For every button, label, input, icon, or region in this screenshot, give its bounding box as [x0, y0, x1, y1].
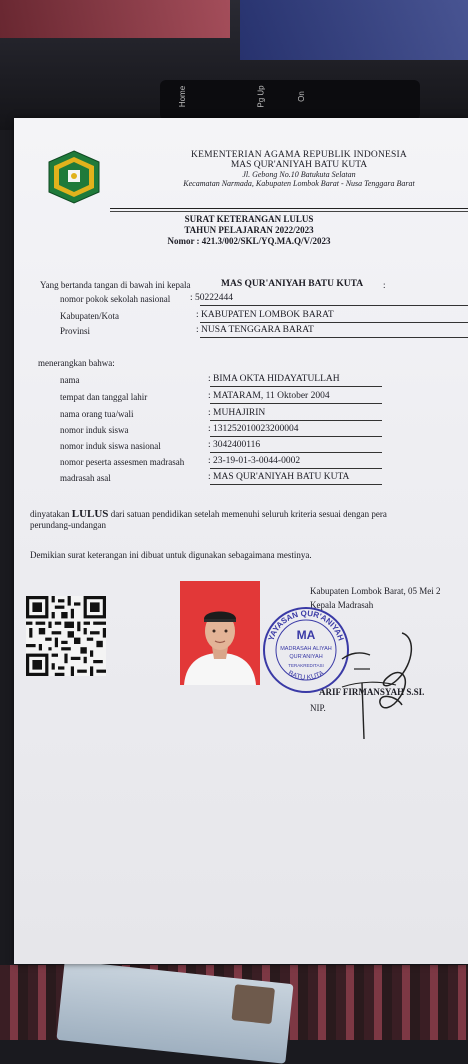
student-info-underline [210, 403, 382, 404]
signature-place-date: Kabupaten Lombok Barat, 05 Mei 2 [310, 586, 441, 596]
device-label-on: On [296, 91, 306, 102]
student-info-label: nama orang tua/wali [60, 409, 134, 419]
student-info-label: nama [60, 375, 80, 385]
intro-school: MAS QUR'ANIYAH BATU KUTA [221, 279, 364, 289]
school-info-underline [200, 305, 468, 306]
student-info-label: tempat dan tanggal lahir [60, 392, 148, 402]
student-info-value: : BIMA OKTA HIDAYATULLAH [208, 374, 340, 384]
student-info-underline [210, 420, 382, 421]
student-info-value: : 131252010023200004 [208, 424, 299, 434]
declaration-text: dari satuan pendidikan setelah memenuhi seluruh kriteria sesuai dengan pera [110, 509, 387, 519]
school-district: Kecamatan Narmada, Kabupaten Lombok Barat - Nusa Tenggara Barat [183, 179, 415, 188]
school-name: MAS QUR'ANIYAH BATU KUTA [230, 160, 368, 170]
school-info-value: : NUSA TENGGARA BARAT [196, 325, 314, 335]
student-info-value: : MAS QUR'ANIYAH BATU KUTA [208, 472, 350, 482]
signature-position: Kepala Madrasah [310, 600, 374, 610]
student-info-value: : 23-19-01-3-0044-0002 [208, 456, 301, 466]
background-blue-object [240, 0, 468, 60]
signature-nip: NIP. [310, 703, 326, 713]
school-info-value: : KABUPATEN LOMBOK BARAT [196, 310, 334, 320]
student-photo [180, 581, 260, 685]
background-device [160, 80, 420, 120]
letterhead [124, 150, 468, 188]
declaration-line-1 [30, 508, 387, 520]
school-info-underline [200, 337, 468, 338]
letterhead-rule-thin [110, 211, 468, 212]
school-info-label: Kabupaten/Kota [60, 311, 119, 321]
school-info-value: : 50222444 [190, 293, 234, 303]
declaration-keyword: LULUS [71, 508, 109, 520]
stamp-initials: MA [296, 628, 316, 642]
signature-scribble-icon [340, 623, 440, 743]
closing-text: Demikian surat keterangan ini dibuat untuk digunakan sebagaimana mestinya. [30, 550, 312, 560]
student-info-underline [210, 386, 382, 387]
declaration-prefix: dinyatakan [30, 509, 70, 519]
student-info-label: nomor induk siswa nasional [60, 441, 161, 451]
school-info-label: Provinsi [60, 326, 91, 336]
letterhead-rule [110, 208, 468, 209]
qr-code-icon [26, 596, 106, 676]
device-label-home: Home [178, 85, 188, 108]
student-info-underline [210, 484, 382, 485]
student-info-underline [210, 436, 382, 437]
student-info-label: nomor induk siswa [60, 425, 129, 435]
declaration-line-2: perundang-undangan [30, 520, 106, 530]
student-portrait-icon [180, 581, 260, 685]
student-info-label: madrasah asal [60, 473, 111, 483]
stamp-bottom-text: BATU KUTA [286, 669, 326, 682]
stamp-top-text: YAYASAN QUR'ANIYAH [266, 608, 346, 642]
student-info-underline [210, 468, 382, 469]
student-info-label: nomor peserta assesmen madrasah [60, 457, 185, 467]
title-line-2: TAHUN PELAJARAN 2022/2023 [184, 225, 314, 235]
school-info-label: nomor pokok sekolah nasional [60, 294, 171, 304]
school-address: Jl. Gebong No.10 Batukuta Selatan [242, 170, 356, 179]
student-info-underline [210, 452, 382, 453]
id-card-photo [231, 984, 275, 1024]
document-title [124, 214, 374, 247]
statement-text: menerangkan bahwa: [38, 358, 115, 368]
student-info-value: : MUHAJIRIN [208, 408, 266, 418]
stamp-line-1: MADRASAH ALIYAH [280, 646, 332, 652]
device-label-pgup: Pg Up [256, 85, 266, 108]
school-info-underline [200, 322, 468, 323]
madrasah-stamp-icon [260, 605, 352, 695]
intro-colon: : [383, 280, 386, 290]
signature-name: ARIF FIRMANSYAH S.SI. [319, 687, 425, 697]
stamp-line-2: QUR'ANIYAH [289, 654, 323, 660]
student-info-value: : MATARAM, 11 Oktober 2004 [208, 391, 330, 401]
student-info-value: : 3042400116 [208, 440, 261, 450]
svg-text:BATU KUTA [287, 670, 326, 682]
intro-text: Yang bertanda tangan di bawah ini kepala [40, 280, 191, 290]
ministry-name: KEMENTERIAN AGAMA REPUBLIK INDONESIA [191, 150, 407, 160]
document-number: Nomor : 421.3/002/SKL/YQ.MA.Q/V/2023 [167, 236, 331, 246]
stamp-line-3: TERAKREDITASI [288, 663, 324, 668]
kemenag-logo-icon [46, 150, 102, 204]
background-red-object [0, 0, 230, 38]
title-line-1: SURAT KETERANGAN LULUS [184, 214, 314, 224]
document-paper [14, 118, 468, 964]
